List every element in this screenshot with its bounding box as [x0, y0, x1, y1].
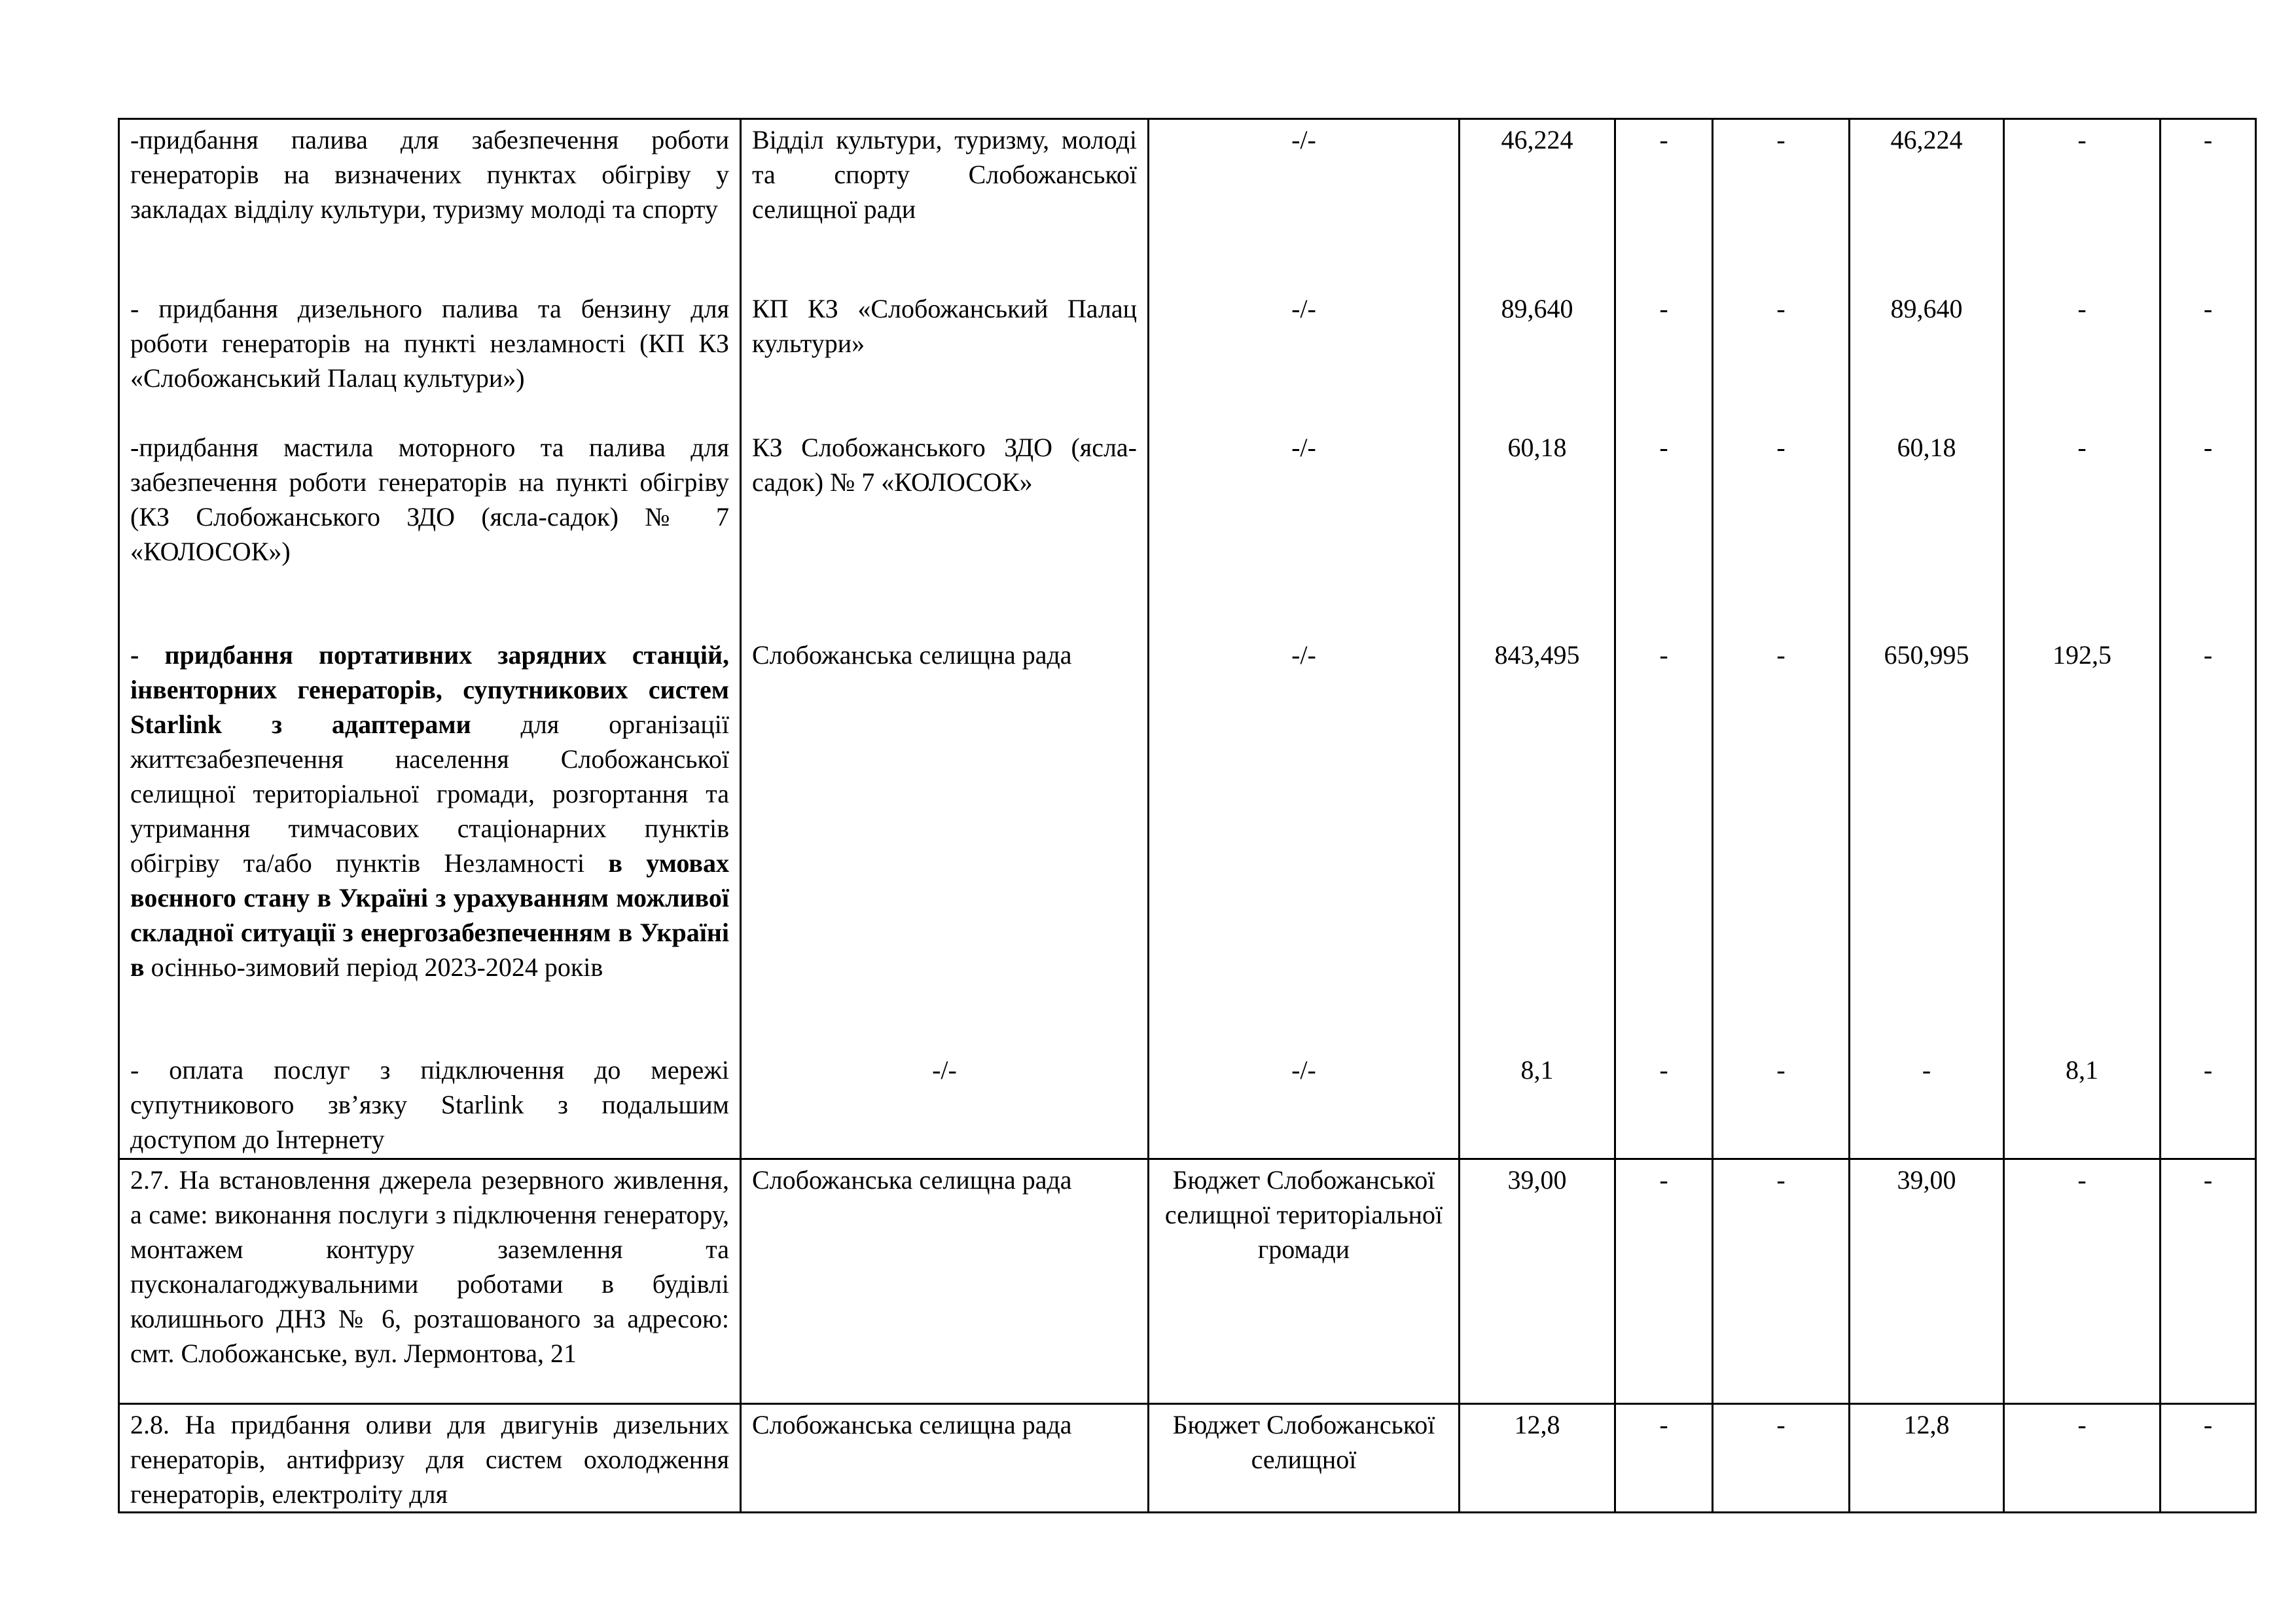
funding-source: Бюджет Слобожанської селищної територіальної громади — [1149, 1159, 1460, 1404]
total-amount: 60,18 — [1460, 427, 1615, 635]
year-amount: - — [2004, 1404, 2161, 1513]
description-segment: в умовах воєнного стану в Україні з урахуванням можливої складної ситуації з енергозабезпеченням в Україні в — [130, 848, 729, 982]
measure-description: -придбання палива для забезпечення роботи генераторів на визначених пунктах обігріву у закладах відділу культури, туризму молоді та спорту — [119, 119, 741, 289]
year-amount: - — [2161, 1159, 2256, 1404]
table-row — [119, 289, 2256, 427]
executor: КП КЗ «Слобожанський Палац культури» — [741, 289, 1149, 427]
table-row — [119, 1404, 2256, 1513]
year-amount: - — [1615, 289, 1713, 427]
funding-source: -/- — [1149, 1050, 1460, 1159]
measure-description: 2.7. На встановлення джерела резервного живлення, а саме: виконання послуги з підключення генератору, монтажем контуру заземлення та пусконалагоджувальними роботами в будівлі колишнього ДНЗ № 6, розташованого за адресою: смт. Слобожанське, вул. Лермонтова, 21 — [119, 1159, 741, 1404]
total-amount: 46,224 — [1460, 119, 1615, 289]
funding-source: -/- — [1149, 119, 1460, 289]
executor: Відділ культури, туризму, молоді та спорту Слобожанської селищної ради — [741, 119, 1149, 289]
year-amount: - — [1615, 427, 1713, 635]
year-amount: - — [1615, 1050, 1713, 1159]
measure-description: - придбання дизельного палива та бензину для роботи генераторів на пункті незламності (КП КЗ «Слобожанський Палац культури») — [119, 289, 741, 427]
executor: Слобожанська селищна рада — [741, 635, 1149, 1050]
table-row — [119, 427, 2256, 635]
description-segment: - придбання портативних зарядних станцій, інвенторних генераторів, супутникових систем Starlink з адаптерами — [130, 640, 729, 739]
total-amount: 843,495 — [1460, 635, 1615, 1050]
year-amount: - — [1713, 1159, 1850, 1404]
year-amount: - — [2161, 427, 2256, 635]
total-amount: 12,8 — [1460, 1404, 1615, 1513]
measure-description: -придбання мастила моторного та палива для забезпечення роботи генераторів на пункті обігріву (КЗ Слобожанського ЗДО (ясла-садок) № 7 «КОЛОСОК») — [119, 427, 741, 635]
executor: КЗ Слобожанського ЗДО (ясла-садок) № 7 «КОЛОСОК» — [741, 427, 1149, 635]
year-amount: 192,5 — [2004, 635, 2161, 1050]
year-amount: - — [1713, 289, 1850, 427]
measure-description — [119, 635, 741, 1050]
year-amount: 12,8 — [1850, 1404, 2004, 1513]
year-amount: - — [2161, 1050, 2256, 1159]
table-row — [119, 119, 2256, 289]
total-amount: 89,640 — [1460, 289, 1615, 427]
executor: Слобожанська селищна рада — [741, 1404, 1149, 1513]
year-amount: 39,00 — [1850, 1159, 2004, 1404]
measure-description: - оплата послуг з підключення до мережі супутникового зв’язку Starlink з подальшим доступом до Інтернету — [119, 1050, 741, 1159]
total-amount: 39,00 — [1460, 1159, 1615, 1404]
funding-source: Бюджет Слобожанської селищної — [1149, 1404, 1460, 1513]
table-row — [119, 635, 2256, 1050]
executor: -/- — [741, 1050, 1149, 1159]
year-amount: - — [2004, 119, 2161, 289]
year-amount: 46,224 — [1850, 119, 2004, 289]
budget-table — [118, 118, 2257, 1513]
year-amount: - — [2004, 289, 2161, 427]
year-amount: 8,1 — [2004, 1050, 2161, 1159]
funding-source: -/- — [1149, 289, 1460, 427]
year-amount: - — [1615, 635, 1713, 1050]
year-amount: - — [1713, 427, 1850, 635]
executor: Слобожанська селищна рада — [741, 1159, 1149, 1404]
table-row — [119, 1050, 2256, 1159]
year-amount: - — [2004, 427, 2161, 635]
year-amount: 60,18 — [1850, 427, 2004, 635]
year-amount: - — [2161, 289, 2256, 427]
measure-description: 2.8. На придбання оливи для двигунів дизельних генераторів, антифризу для систем охолодження генераторів, електроліту для — [119, 1404, 741, 1513]
year-amount: - — [2161, 635, 2256, 1050]
description-segment: для організації життєзабезпечення населення Слобожанської селищної територіальної громади, розгортання та утримання тимчасових стаціонарних пунктів обігріву та/або пунктів Незламності — [130, 709, 730, 878]
year-amount: - — [1713, 119, 1850, 289]
year-amount: - — [1713, 635, 1850, 1050]
year-amount: - — [2004, 1159, 2161, 1404]
funding-source: -/- — [1149, 427, 1460, 635]
year-amount: - — [1615, 1159, 1713, 1404]
year-amount: - — [1615, 1404, 1713, 1513]
year-amount: - — [1615, 119, 1713, 289]
year-amount: - — [1850, 1050, 2004, 1159]
year-amount: 650,995 — [1850, 635, 2004, 1050]
description-segment: осінньо-зимовий період 2023-2024 років — [144, 952, 603, 982]
year-amount: - — [2161, 119, 2256, 289]
year-amount: - — [2161, 1404, 2256, 1513]
year-amount: 89,640 — [1850, 289, 2004, 427]
year-amount: - — [1713, 1404, 1850, 1513]
year-amount: - — [1713, 1050, 1850, 1159]
funding-source: -/- — [1149, 635, 1460, 1050]
table-row — [119, 1159, 2256, 1404]
total-amount: 8,1 — [1460, 1050, 1615, 1159]
